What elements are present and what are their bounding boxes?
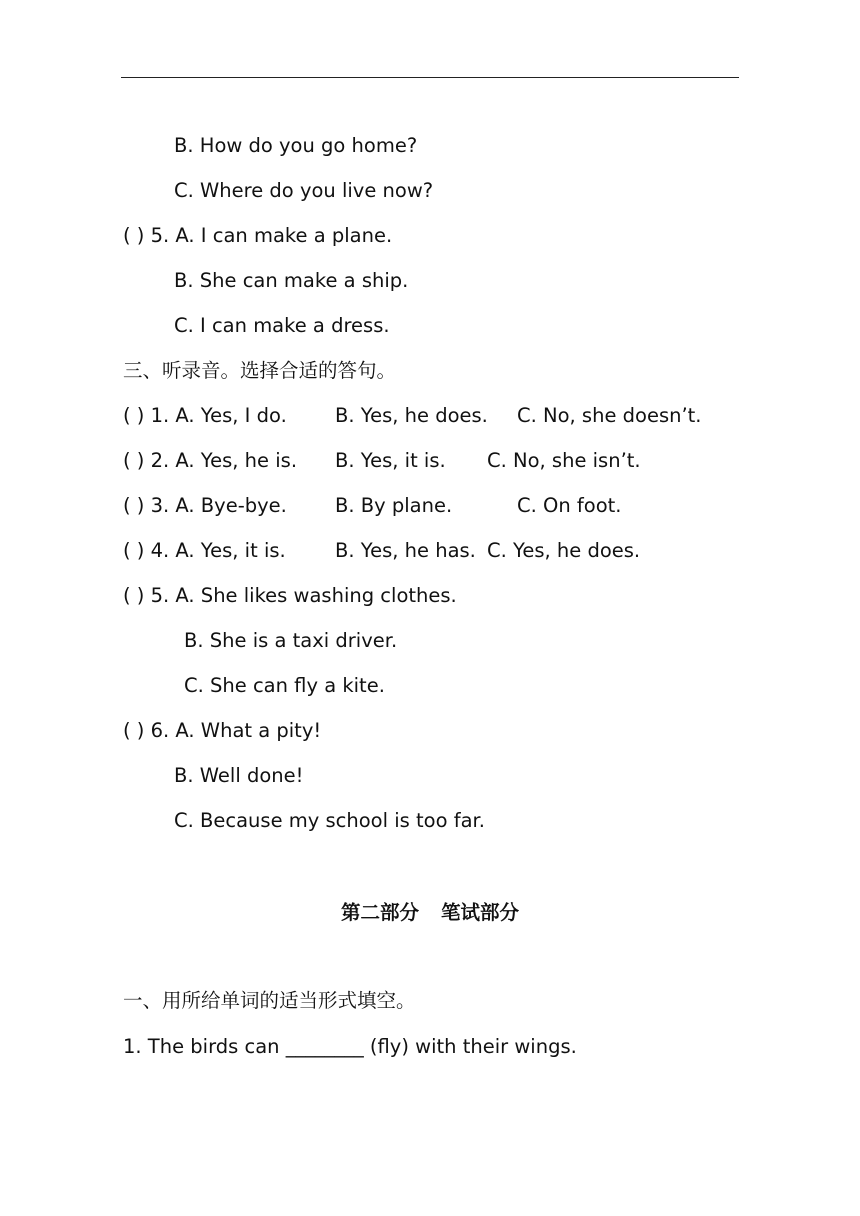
option-c: C. On foot.: [517, 494, 622, 517]
question-line: ( ) 4. A. Yes, it is.: [123, 539, 286, 562]
option-c: C. Yes, he does.: [487, 539, 641, 562]
question-line: ( ) 3. A. Bye-bye.: [123, 494, 287, 517]
part-heading-left: 第二部分: [340, 901, 419, 924]
question-line: ( ) 2. A. Yes, he is.: [123, 449, 298, 472]
option-line: B. She is a taxi driver.: [184, 629, 398, 652]
header-rule: [121, 77, 739, 78]
section-title: 一、用所给单词的适当形式填空。: [123, 989, 416, 1012]
part-heading-right: 笔试部分: [441, 901, 520, 924]
option-c: C. No, she doesn’t.: [517, 404, 702, 427]
question-line: ( ) 1. A. Yes, I do.: [123, 404, 287, 427]
option-line: B. How do you go home?: [174, 134, 418, 157]
option-line: C. Where do you live now?: [174, 179, 434, 202]
question-line: 1. The birds can ________ (fly) with their wings.: [123, 1035, 577, 1058]
option-line: C. She can fly a kite.: [184, 674, 385, 697]
option-line: B. Well done!: [174, 764, 304, 787]
section-title: 三、听录音。选择合适的答句。: [123, 359, 397, 382]
option-c: C. No, she isn’t.: [487, 449, 641, 472]
option-line: C. I can make a dress.: [174, 314, 390, 337]
question-line: ( ) 5. A. I can make a plane.: [123, 224, 393, 247]
option-b: B. Yes, he does.: [335, 404, 488, 427]
option-b: B. Yes, he has.: [335, 539, 476, 562]
question-line: ( ) 5. A. She likes washing clothes.: [123, 584, 457, 607]
option-b: B. Yes, it is.: [335, 449, 446, 472]
option-line: C. Because my school is too far.: [174, 809, 485, 832]
option-line: B. She can make a ship.: [174, 269, 409, 292]
option-b: B. By plane.: [335, 494, 453, 517]
part-heading: [0, 900, 860, 926]
question-line: ( ) 6. A. What a pity!: [123, 719, 322, 742]
